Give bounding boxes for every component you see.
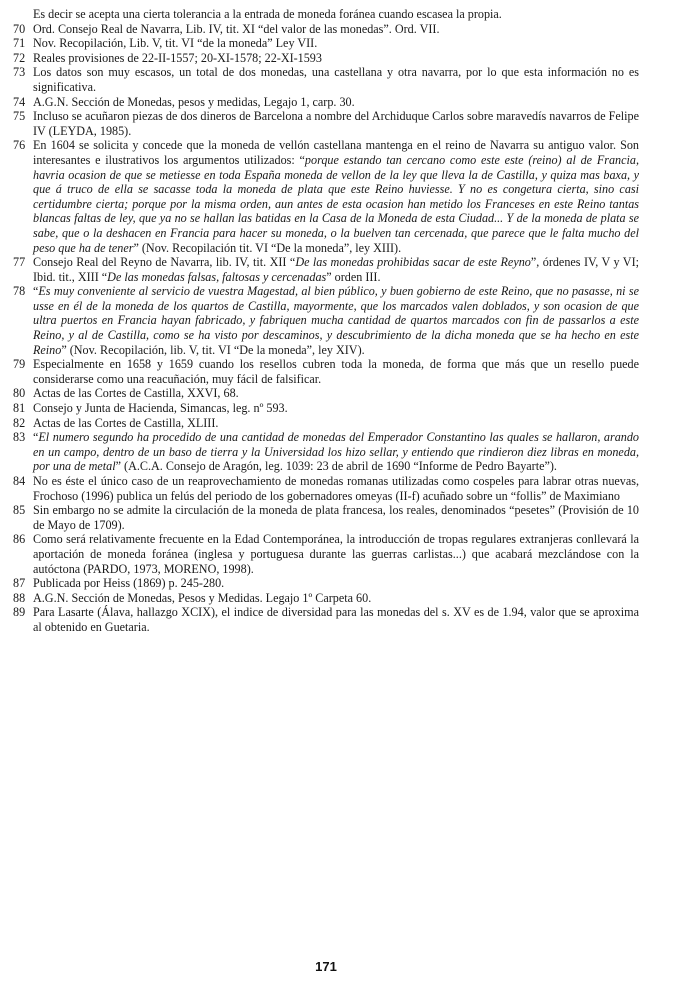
footnote-text bbox=[33, 138, 639, 255]
footnote-text-segment: Reales provisiones de 22-II-1557; 20-XI-1578; 22-XI-1593 bbox=[33, 50, 322, 65]
footnote-number: 77 bbox=[13, 255, 26, 270]
footnote-text bbox=[33, 109, 639, 138]
footnote-number: 75 bbox=[13, 109, 26, 124]
footnote-text bbox=[33, 65, 639, 94]
footnote-text-segment: No es éste el único caso de un reaprovechamiento de monedas romanas utilizadas como cospeles para labrar otras nuevas, Frochoso (1996) publica un felús del periodo de los gobernadores omeyas (II-f) acuñado sobre un “follis” de Maximiano bbox=[33, 474, 639, 503]
footnote-number: 74 bbox=[13, 94, 26, 109]
footnote-continuation: Es decir se acepta una cierta tolerancia a la entrada de moneda foránea cuando escasea la propia. bbox=[33, 7, 502, 21]
footnote-70 bbox=[13, 22, 639, 37]
footnote-quote-italic: Es muy conveniente al servicio de vuestra Magestad, al bien público, y buen gobierno de este Reino, que no pasasse, ni se usse en él de la moneda de los quartos de Castilla, mayormente, que los marcados valen doblados, y son ocasion de que ultra puertos en Francia hayan fabricado, y fabriquen mucha cantidad de quartos marcados con fin de passarlos a este Reino, y al de Castilla, como se ha visto por descaminos, y descubrimiento de la dicha moneda que se ha hecho en este Reino bbox=[33, 284, 639, 357]
footnote-text-segment: “ bbox=[33, 430, 39, 445]
footnote-number: 87 bbox=[13, 576, 26, 591]
footnote-number: 78 bbox=[13, 284, 26, 299]
footnote-number: 71 bbox=[13, 36, 26, 51]
footnote-text bbox=[33, 22, 639, 37]
footnote-text-segment: A.G.N. Sección de Monedas, Pesos y Medidas. Legajo 1º Carpeta 60. bbox=[33, 590, 372, 605]
footnote-number: 79 bbox=[13, 357, 26, 372]
footnote-89 bbox=[13, 605, 639, 634]
footnote-text-segment: Consejo Real del Reyno de Navarra, lib. IV, tit. XII “ bbox=[33, 255, 296, 270]
footnote-quote-italic: De las monedas prohibidas sacar de este Reyno bbox=[295, 255, 531, 270]
footnote-number: 80 bbox=[13, 386, 26, 401]
footnote-number: 84 bbox=[13, 474, 26, 488]
footnote-75 bbox=[13, 109, 639, 138]
footnote-text-segment: “ bbox=[33, 284, 39, 299]
footnote-text bbox=[33, 36, 639, 51]
footnote-number: 88 bbox=[13, 590, 26, 605]
footnote-74 bbox=[13, 95, 639, 110]
footnote-71 bbox=[13, 36, 639, 51]
footnote-quote-italic: El numero segundo ha procedido de una cantidad de monedas del Emperador Constantino las quales se hallaron, arando en un campo, dentro de un baso de tierra y la Universidad los hizo sellar, y entiendo que rindieron diez libras en moneda, por una de metal bbox=[33, 430, 639, 474]
footnote-quote-italic: porque estando tan cercano como este este (reino) al de Francia, havria ocasion de que se metiesse en toda España moneda de vellon de la ley que lleva la de Castilla, y quiza mas baxa, y que á truco de ella se sacasse toda la moneda de plata que este Reino huviesse. Y no es congetura cierta, sino casi certidumbre cierta; porque por la misma orden, aun antes de esta ocasion han metido los Franceses en este Reino tantas blancas faltas de ley, que ya no se hallan las batidas en la Casa de la Moneda de esta Ciudad... Y de la moneda de plata se sabe, que o la deshacen en Francia para hacer su moneda, o la buelven tan cercenada, que parece que le falta mucho del peso que ha de tener bbox=[33, 152, 639, 255]
footnote-text-segment: Publicada por Heiss (1869) p. 245-280. bbox=[33, 576, 225, 591]
footnote-86 bbox=[13, 532, 639, 576]
footnote-text bbox=[33, 284, 639, 357]
footnote-text-segment: Actas de las Cortes de Castilla, XLIII. bbox=[33, 415, 219, 430]
footnote-79 bbox=[13, 357, 639, 386]
footnote-text bbox=[33, 576, 639, 591]
footnote-83 bbox=[13, 430, 639, 474]
footnote-text bbox=[33, 605, 639, 634]
footnote-text bbox=[33, 474, 639, 503]
footnote-72 bbox=[13, 51, 639, 66]
footnote-text-segment: Especialmente en 1658 y 1659 cuando los resellos cubren toda la moneda, de forma que más que un resello puede considerarse como una reacuñación, muy fácil de falsificar. bbox=[33, 357, 639, 386]
footnote-80 bbox=[13, 386, 639, 401]
footnote-number: 85 bbox=[13, 503, 26, 518]
footnote-78 bbox=[13, 284, 639, 357]
footnote-text bbox=[33, 591, 639, 606]
footnote-number: 86 bbox=[13, 532, 26, 547]
footnote-text-segment: Incluso se acuñaron piezas de dos dineros de Barcelona a nombre del Archiduque Carlos sobre maravedís navarros de Felipe IV (LEYDA, 1985). bbox=[33, 109, 639, 138]
footnote-text-segment: ” (A.C.A. Consejo de Aragón, leg. 1039: 23 de abril de 1690 “Informe de Pedro Bayarte”). bbox=[115, 459, 557, 474]
footnotes-list bbox=[13, 7, 639, 635]
footnote-text-segment: ”, órdenes IV, V y VI; Ibid. tit., XIII “ bbox=[33, 255, 639, 284]
footnote-text-segment: ” (Nov. Recopilación, lib. V, tit. VI “De la moneda”, ley XIV). bbox=[61, 342, 365, 357]
footnote-text-segment: Actas de las Cortes de Castilla, XXVI, 68. bbox=[33, 386, 239, 401]
footnote-text-segment: A.G.N. Sección de Monedas, pesos y medidas, Legajo 1, carp. 30. bbox=[33, 94, 355, 109]
footnote-82 bbox=[13, 416, 639, 431]
footnote-number: 83 bbox=[13, 430, 26, 445]
footnote-text bbox=[33, 416, 639, 431]
footnote-text bbox=[33, 532, 639, 576]
footnote-text-segment: ” (Nov. Recopilación tit. VI “De la moneda”, ley XIII). bbox=[133, 240, 402, 255]
footnote-number: 81 bbox=[13, 401, 26, 416]
footnote-text-segment: ” orden III. bbox=[326, 269, 381, 284]
footnote-quote-italic: De las monedas falsas, faltosas y cercenadas bbox=[107, 269, 327, 284]
footnote-73 bbox=[13, 65, 639, 94]
footnote-text bbox=[33, 357, 639, 386]
footnote-87 bbox=[13, 576, 639, 591]
footnote-84 bbox=[13, 474, 639, 503]
footnote-text bbox=[33, 401, 639, 416]
footnote-81 bbox=[13, 401, 639, 416]
footnote-77 bbox=[13, 255, 639, 284]
footnote-text bbox=[33, 503, 639, 532]
footnote-text bbox=[33, 386, 639, 401]
footnote-number: 89 bbox=[13, 605, 26, 620]
footnote-text-segment: Ord. Consejo Real de Navarra, Lib. IV, tit. XI “del valor de las monedas”. Ord. VII. bbox=[33, 21, 440, 36]
footnote-76 bbox=[13, 138, 639, 255]
footnote-text-segment: Los datos son muy escasos, un total de dos monedas, una castellana y otra navarra, por lo que esta información no es significativa. bbox=[33, 65, 639, 94]
footnote-85 bbox=[13, 503, 639, 532]
footnote-text bbox=[33, 95, 639, 110]
footnote-text-segment: Nov. Recopilación, Lib. V, tit. VI “de la moneda” Ley VII. bbox=[33, 36, 318, 51]
footnote-text bbox=[33, 430, 639, 474]
footnote-text-segment: Consejo y Junta de Hacienda, Simancas, leg. nº 593. bbox=[33, 401, 288, 416]
footnote-text-segment: Como será relativamente frecuente en la Edad Contemporánea, la introducción de tropas regulares extranjeras conllevará la aportación de moneda foránea (inglesa y portuguesa durante las guerras carlistas...) que acabará mezclándose con la autóctona (PARDO, 1973, MORENO, 1998). bbox=[33, 532, 639, 576]
footnote-number: 73 bbox=[13, 65, 26, 80]
footnote-text bbox=[33, 51, 639, 66]
footnote-text-segment: Sin embargo no se admite la circulación de la moneda de plata francesa, los reales, denominados “pesetes” (Provisión de 10 de Mayo de 1709). bbox=[33, 503, 639, 532]
footnote-88 bbox=[13, 591, 639, 606]
footnote-text bbox=[33, 255, 639, 284]
footnote-text-segment: En 1604 se solicita y concede que la moneda de vellón castellana mantenga en el reino de Navarra su antiguo valor. Son interesantes e ilustrativos los argumentos utilizados: “ bbox=[33, 138, 639, 167]
footnote-number: 70 bbox=[13, 21, 26, 36]
footnote-number: 76 bbox=[13, 138, 26, 153]
footnote-number: 82 bbox=[13, 415, 26, 430]
footnote-text-segment: Para Lasarte (Álava, hallazgo XCIX), el indice de diversidad para las monedas del s. XV es de 1.94, valor que se aproxima al obtenido en Guetaria. bbox=[33, 605, 639, 634]
footnote-number: 72 bbox=[13, 50, 26, 65]
page-number: 171 bbox=[315, 959, 337, 974]
